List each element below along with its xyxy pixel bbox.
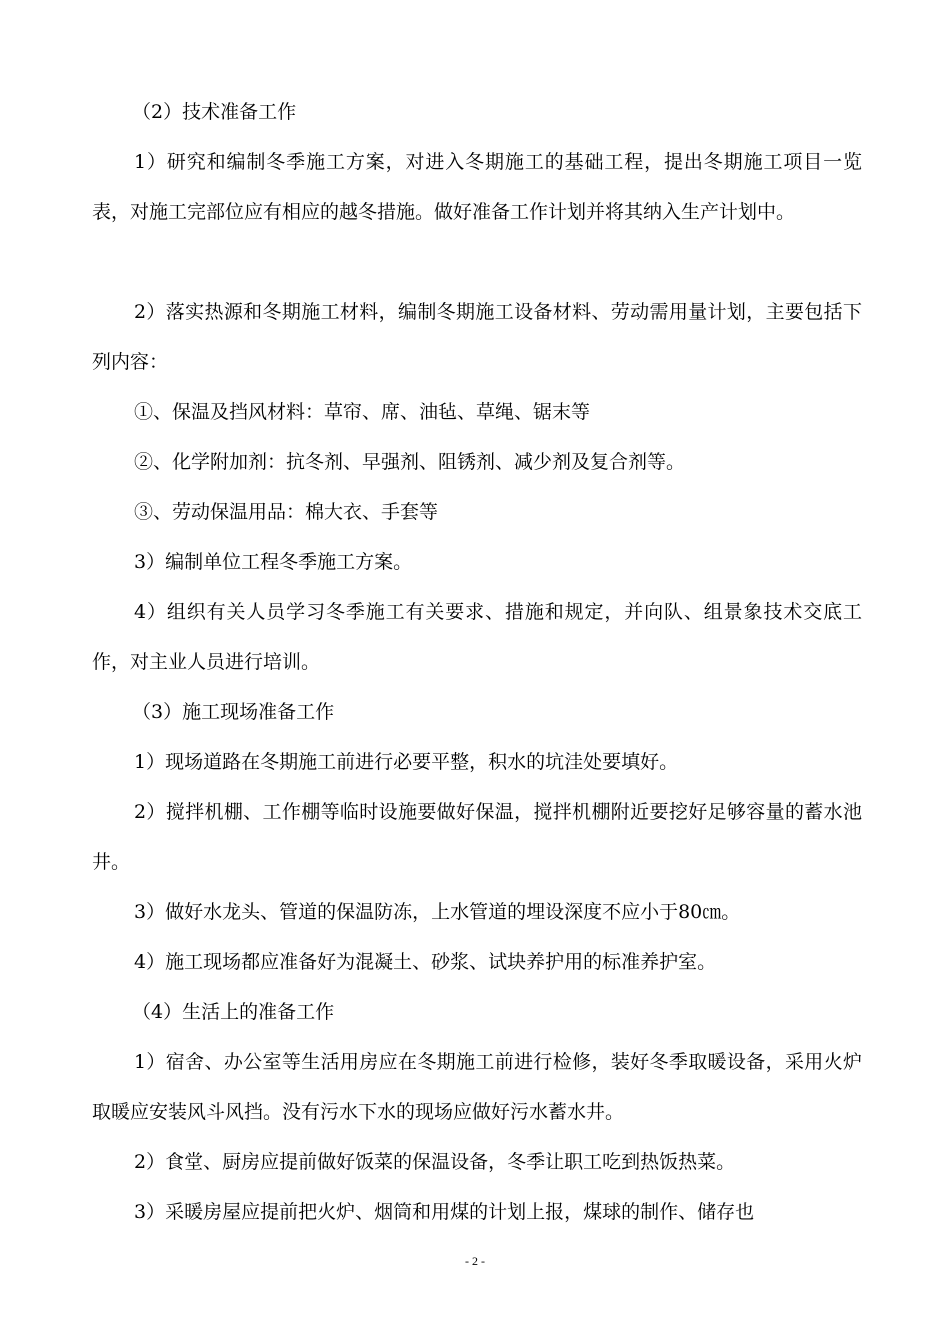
paragraph-curing-room: 4）施工现场都应准备好为混凝土、砂浆、试块养护用的标准养护室。 [134, 951, 717, 973]
paragraph-canteen: 2）食堂、厨房应提前做好饭菜的保温设备，冬季让职工吃到热饭热菜。 [134, 1151, 736, 1173]
paragraph-heat-materials: 2）落实热源和冬期施工材料，编制冬期施工设备材料、劳动需用量计划，主要包括下列内容： [92, 301, 862, 373]
page-number: - 2 - [465, 1254, 485, 1268]
paragraph-training: 4）组织有关人员学习冬季施工有关要求、措施和规定，并向队、组景象技术交底工作，对主业人员进行培训。 [92, 601, 862, 673]
heading-technical-preparation: （2）技术准备工作 [132, 101, 297, 123]
paragraph-heating: 3）采暖房屋应提前把火炉、烟筒和用煤的计划上报，煤球的制作、储存也 [134, 1201, 755, 1223]
paragraph-winter-plan: 1）研究和编制冬季施工方案，对进入冬期施工的基础工程，提出冬期施工项目一览表，对施工完部位应有相应的越冬措施。做好准备工作计划并将其纳入生产计划中。 [92, 151, 862, 223]
paragraph-unit-plan: 3）编制单位工程冬季施工方案。 [134, 551, 413, 573]
list-item-insulation-materials: ①、保温及挡风材料：草帘、席、油毡、草绳、锯末等 [134, 401, 591, 423]
heading-living-preparation: （4）生活上的准备工作 [132, 1001, 335, 1023]
paragraph-pipes: 3）做好水龙头、管道的保温防冻，上水管道的埋设深度不应小于80㎝。 [134, 901, 741, 923]
paragraph-road: 1）现场道路在冬期施工前进行必要平整，积水的坑洼处要填好。 [134, 751, 679, 773]
list-item-chemical-additives: ②、化学附加剂：抗冬剂、早强剂、阻锈剂、减少剂及复合剂等。 [134, 451, 686, 473]
paragraph-dormitory: 1）宿舍、办公室等生活用房应在冬期施工前进行检修，装好冬季取暖设备，采用火炉取暖应安装风斗风挡。没有污水下水的现场应做好污水蓄水井。 [92, 1051, 862, 1123]
list-item-protective-gear: ③、劳动保温用品：棉大衣、手套等 [134, 501, 439, 523]
heading-site-preparation: （3）施工现场准备工作 [132, 701, 335, 723]
paragraph-mixer-shed: 2）搅拌机棚、工作棚等临时设施要做好保温，搅拌机棚附近要挖好足够容量的蓄水池井。 [92, 801, 862, 873]
